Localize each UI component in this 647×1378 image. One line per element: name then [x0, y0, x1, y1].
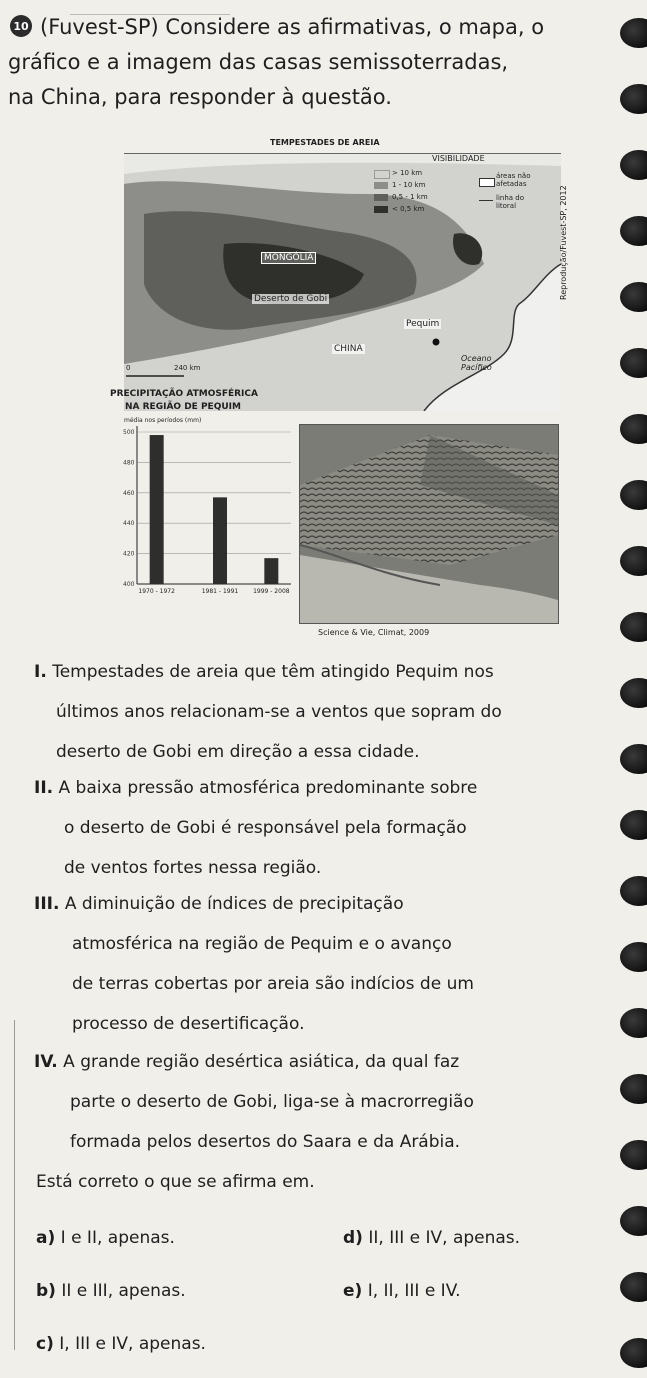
- legend-swatch: [374, 170, 390, 179]
- answer-option-e[interactable]: [343, 1281, 461, 1301]
- statement-line: atmosférica na região de Pequim e o avanço: [72, 934, 452, 954]
- chart-svg: [121, 412, 301, 602]
- map-scale-zero: 0: [126, 364, 131, 372]
- statement-number: II.: [34, 778, 54, 798]
- statement-line: parte o deserto de Gobi, liga-se à macrorregião: [70, 1092, 474, 1112]
- answer-text: I, II, III e IV.: [367, 1281, 461, 1301]
- statement-line: A grande região desértica asiática, da qual faz: [63, 1052, 460, 1072]
- legend-swatch-unaffected: [479, 178, 495, 187]
- legend-label: 0,5 - 1 km: [392, 193, 428, 201]
- intro-line: na China, para responder à questão.: [8, 85, 392, 109]
- map-label-gobi: Deserto de Gobi: [254, 294, 328, 304]
- statement-number: IV.: [34, 1052, 58, 1072]
- statement-number: III.: [34, 894, 60, 914]
- question-prompt: Está correto o que se afirma em.: [36, 1172, 315, 1192]
- precipitation-chart: [121, 412, 301, 602]
- map-graphic: [124, 154, 561, 411]
- statement-line: processo de desertificação.: [72, 1014, 305, 1034]
- answer-text: I, III e IV, apenas.: [59, 1334, 206, 1354]
- statement-line: deserto de Gobi em direção a essa cidade.: [56, 742, 420, 762]
- x-tick-label: 1999 - 2008: [253, 588, 290, 595]
- half-buried-houses-photo: [299, 424, 559, 624]
- answer-option-c[interactable]: [36, 1334, 206, 1354]
- statement-line: de ventos fortes nessa região.: [64, 858, 322, 878]
- y-tick-label: 460: [123, 489, 135, 497]
- image-credit: Reprodução/Fuvest-SP, 2012: [559, 185, 568, 300]
- answer-option-a[interactable]: [36, 1228, 175, 1248]
- statement-line: A diminuição de índices de precipitação: [64, 894, 404, 914]
- statement-line: o deserto de Gobi é responsável pela formação: [64, 818, 467, 838]
- legend-label: < 0,5 km: [392, 205, 425, 213]
- y-tick-label: 440: [123, 520, 135, 528]
- statement-iii: [34, 884, 614, 1044]
- answer-letter: e): [343, 1281, 363, 1301]
- map-label-china: CHINA: [334, 344, 363, 354]
- statement-iv: [34, 1042, 614, 1162]
- legend-label: > 10 km: [392, 169, 423, 177]
- answer-text: I e II, apenas.: [60, 1228, 175, 1248]
- legend-coast-label: linha do litoral: [496, 194, 525, 210]
- x-tick-label: 1981 - 1991: [201, 588, 239, 595]
- margin-rule: [14, 1020, 15, 1350]
- answer-letter: d): [343, 1228, 363, 1248]
- legend-swatch: [374, 182, 388, 189]
- answer-letter: a): [36, 1228, 56, 1248]
- legend-unaffected-label: áreas não afetadas: [496, 172, 531, 188]
- statement-line: de terras cobertas por areia são indícios de um: [72, 974, 474, 994]
- map-title: TEMPESTADES DE AREIA: [270, 138, 380, 147]
- question-number-badge: 10: [10, 15, 32, 37]
- chart-subtitle: NA REGIÃO DE PEQUIM: [125, 402, 241, 412]
- answer-letter: b): [36, 1281, 56, 1301]
- intro-line: (Fuvest-SP) Considere as afirmativas, o mapa, o: [40, 15, 545, 39]
- answer-option-b[interactable]: [36, 1281, 186, 1301]
- chart-ylabel: média nos períodos (mm): [124, 417, 202, 424]
- y-tick-label: 420: [123, 550, 135, 558]
- legend-coastline: [479, 200, 493, 201]
- map-label-beijing: Pequim: [406, 319, 440, 329]
- statement-line: Tempestades de areia que têm atingido Pequim nos: [52, 662, 494, 682]
- y-tick-label: 400: [123, 581, 135, 588]
- legend-swatch: [374, 206, 388, 213]
- statement-line: A baixa pressão atmosférica predominante sobre: [58, 778, 478, 798]
- sandstorm-map: [124, 153, 561, 411]
- x-tick-label: 1970 - 1972: [138, 588, 175, 595]
- legend-label: 1 - 10 km: [392, 181, 426, 189]
- statement-i: [34, 652, 614, 772]
- map-scale-label: 240 km: [174, 364, 201, 372]
- answer-option-d[interactable]: [343, 1228, 520, 1248]
- map-label-mongolia: MONGÓLIA: [261, 252, 316, 264]
- statement-line: últimos anos relacionam-se a ventos que sopram do: [56, 702, 502, 722]
- visibility-title: VISIBILIDADE: [432, 154, 485, 163]
- answer-text: II, III e IV, apenas.: [368, 1228, 521, 1248]
- answer-letter: c): [36, 1334, 54, 1354]
- bar: [213, 497, 227, 584]
- bar: [264, 558, 278, 584]
- answer-text: II e III, apenas.: [61, 1281, 186, 1301]
- y-tick-label: 480: [123, 459, 135, 467]
- photo-graphic: [300, 425, 558, 623]
- statement-number: I.: [34, 662, 47, 682]
- statement-line: formada pelos desertos do Saara e da Arábia.: [70, 1132, 461, 1152]
- chart-title: PRECIPITAÇÃO ATMOSFÉRICA: [110, 389, 258, 399]
- y-tick-label: 500: [123, 429, 135, 436]
- statement-ii: [34, 768, 614, 888]
- legend-swatch: [374, 194, 388, 201]
- intro-line: gráfico e a imagem das casas semissoterradas,: [8, 50, 509, 74]
- map-label-ocean: Oceano Pacífico: [461, 354, 492, 372]
- photo-source: Science & Vie, Climat, 2009: [318, 628, 430, 637]
- bar: [150, 435, 164, 584]
